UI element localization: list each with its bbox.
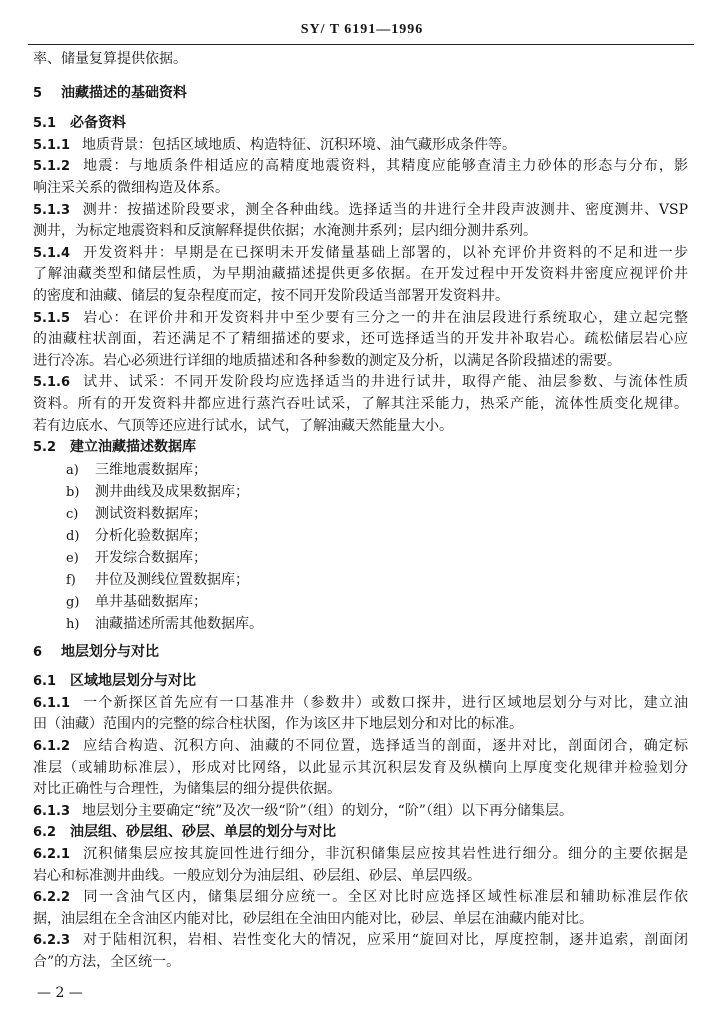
section-title: 油藏描述的基础资料 [61, 84, 188, 101]
clause-text: 应结合构造、沉积方向、油藏的不同位置，选择适当的剖面，逐井对比，剖面闭合，确定标 [82, 738, 688, 755]
section-title: 地层划分与对比 [61, 643, 160, 660]
clause-5-1-5-line-3: 进行冷冻。岩心必须进行详细的地质描述和各种参数的测定及分析，以满足各阶段描述的需要。 [33, 352, 621, 369]
clause-6-1-2-line-3: 对比正确性与合理性，为储集层的细分提供依据。 [33, 781, 341, 798]
list-text: 测井曲线及成果数据库； [95, 483, 249, 500]
section-number: 6 [33, 644, 43, 660]
list-item [33, 547, 688, 569]
clause-5-1-6-line-3: 若有边底水、气顶等还应进行试水，试气，了解油藏天然能量大小。 [33, 417, 453, 434]
clause-number: 5.1.1 [33, 137, 71, 153]
clause-6-2-1-line-2: 岩心和标准测井曲线。一般应划分为油层组、砂层组、砂层、单层四级。 [33, 867, 481, 884]
list-marker: g) [66, 594, 80, 610]
clause-number: 5.1.4 [33, 245, 71, 261]
clause-6-1-1-line-1 [33, 693, 688, 715]
list-text: 分析化验数据库； [95, 527, 207, 544]
list-text: 井位及测线位置数据库； [95, 571, 249, 588]
document-body [33, 49, 688, 974]
clause-text: 岩心：在评价井和开发资料井中至少要有三分之一的井在油层段进行系统取心，建立起完整 [82, 309, 688, 326]
clause-number: 5.1.3 [33, 202, 71, 218]
list-item [33, 459, 688, 481]
list-marker: h) [66, 616, 80, 632]
list-text: 开发综合数据库； [95, 549, 207, 566]
clause-number: 6.2.2 [33, 890, 71, 906]
clause-5-1-6-line-1 [33, 372, 688, 394]
subsection-number: 6.1 [33, 674, 57, 690]
list-text: 三维地震数据库； [95, 461, 207, 478]
list-marker: d) [66, 528, 80, 544]
clause-5-1-5-line-1 [33, 308, 688, 330]
clause-6-2-1-line-1 [33, 844, 688, 866]
subsection-5-1-heading [33, 113, 688, 135]
clause-number: 6.2.3 [33, 933, 71, 949]
clause-5-1-1-line-1 [33, 135, 688, 157]
subsection-title: 油层组、砂层组、砂层、单层的划分与对比 [70, 824, 337, 841]
list-text: 单井基础数据库； [95, 593, 207, 610]
clause-6-2-2-line-1 [33, 887, 688, 909]
clause-5-1-6-line-2: 资料。所有的开发资料井都应进行蒸汽吞吐试采，了解其注采能力，热采产能，流体性质变化规律。 [33, 395, 688, 412]
clause-5-1-3-line-2: 测井，为标定地震资料和反演解释提供依据；水淹测井系列；层内细分测井系列。 [33, 223, 537, 240]
subsection-6-1-heading [33, 671, 688, 693]
clause-text: 地震：与地质条件相适应的高精度地震资料，其精度应能够查清主力砂体的形态与分布，影 [82, 158, 688, 175]
subsection-title: 区域地层划分与对比 [70, 673, 197, 690]
clause-6-1-3-line-1 [33, 801, 688, 823]
subsection-number: 5.1 [33, 116, 57, 132]
clause-5-1-3-line-1 [33, 200, 688, 222]
clause-6-1-2-line-2: 准层（或辅助标准层），形成对比网络，以此显示其沉积层发育及纵横向上厚度变化规律并检验划分 [33, 759, 688, 776]
list-marker: b) [66, 484, 80, 500]
subsection-title: 必备资料 [70, 115, 127, 132]
subsection-number: 5.2 [33, 440, 57, 456]
clause-text: 一个新探区首先应有一口基准井（参数井）或数口探井，进行区域地层划分与对比，建立油 [82, 694, 688, 711]
list-text: 油藏描述所需其他数据库。 [95, 615, 263, 632]
clause-number: 6.1.1 [33, 695, 71, 711]
list-item [33, 503, 688, 525]
subsection-number: 6.2 [33, 825, 57, 841]
clause-6-1-1-line-2: 田（油藏）范围内的完整的综合柱状图，作为该区井下地层划分和对比的标准。 [33, 716, 523, 733]
list-item [33, 481, 688, 503]
clause-5-1-2-line-1 [33, 156, 688, 178]
list-item [33, 613, 688, 635]
header-rule [28, 44, 694, 45]
clause-text: 测井：按描述阶段要求，测全各种曲线。选择适当的井进行全井段声波测井、密度测井、VSP [82, 201, 688, 218]
list-marker: e) [66, 550, 79, 566]
clause-text: 地质背景：包括区域地质、构造特征、沉积环境、油气藏形成条件等。 [82, 136, 517, 153]
clause-text: 沉积储集层应按其旋回性进行细分，非沉积储集层应按其岩性进行细分。细分的主要依据是 [82, 846, 688, 863]
subsection-6-2-heading [33, 822, 688, 844]
section-6-heading [33, 642, 688, 664]
list-item [33, 569, 688, 591]
section-5-heading [33, 83, 688, 105]
clause-6-2-3-line-1 [33, 930, 688, 952]
clause-text: 地层划分主要确定“统”及次一级“阶”（组）的划分，“阶”（组）以下再分储集层。 [82, 802, 573, 819]
clause-number: 5.1.2 [33, 159, 71, 175]
list-item [33, 525, 688, 547]
clause-number: 5.1.6 [33, 375, 71, 391]
clause-text: 试井、试采：不同开发阶段均应选择适当的井进行试井，取得产能、油层参数、与流体性质 [82, 374, 688, 391]
clause-number: 6.2.1 [33, 847, 71, 863]
list-text: 测试资料数据库； [95, 505, 207, 522]
clause-text: 对于陆相沉积，岩相、岩性变化大的情况，应采用“旋回对比，厚度控制，逐井追索，剖面闭 [82, 932, 688, 949]
clause-5-1-4-line-1 [33, 243, 688, 265]
list-marker: c) [66, 506, 79, 522]
clause-6-2-3-line-2: 合”的方法，全区统一。 [33, 954, 181, 970]
clause-6-2-2-line-2: 据，油层组在全含油区内能对比，砂层组在全油田内能对比，砂层、单层在油藏内能对比。 [33, 910, 593, 927]
clause-5-1-4-line-3: 的密度和油藏、储层的复杂程度而定，按不同开发阶段适当部署开发资料井。 [33, 287, 509, 304]
subsection-title: 建立油藏描述数据库 [70, 439, 197, 456]
clause-number: 6.1.3 [33, 803, 71, 819]
clause-number: 6.1.2 [33, 739, 71, 755]
clause-6-1-2-line-1 [33, 736, 688, 758]
list-marker: a) [66, 462, 79, 478]
clause-text: 同一含油气区内，储集层细分应统一。全区对比时应选择区域性标准层和辅助标准层作依 [82, 889, 688, 906]
list-item [33, 591, 688, 613]
subsection-5-2-heading [33, 437, 688, 459]
clause-number: 5.1.5 [33, 310, 71, 326]
clause-5-1-2-line-2: 响注采关系的微细构造及体系。 [33, 179, 229, 196]
page-number: — 2 — [37, 985, 83, 1001]
list-marker: f) [66, 572, 76, 588]
continuation-line: 率、储量复算提供依据。 [33, 51, 187, 67]
standard-code-header: SY/ T 6191—1996 [300, 22, 424, 37]
clause-text: 开发资料井：早期是在已探明未开发储量基础上部署的，以补充评价井资料的不足和进一步 [82, 244, 688, 261]
section-number: 5 [33, 85, 43, 101]
clause-5-1-5-line-2: 的油藏柱状剖面，若还满足不了精细描述的要求，还可选择适当的开发井补取岩心。疏松储层岩心应 [33, 331, 688, 348]
clause-5-1-4-line-2: 了解油藏类型和储层性质，为早期油藏描述提供更多依据。在开发过程中开发资料井密度应视评价井 [33, 266, 688, 283]
